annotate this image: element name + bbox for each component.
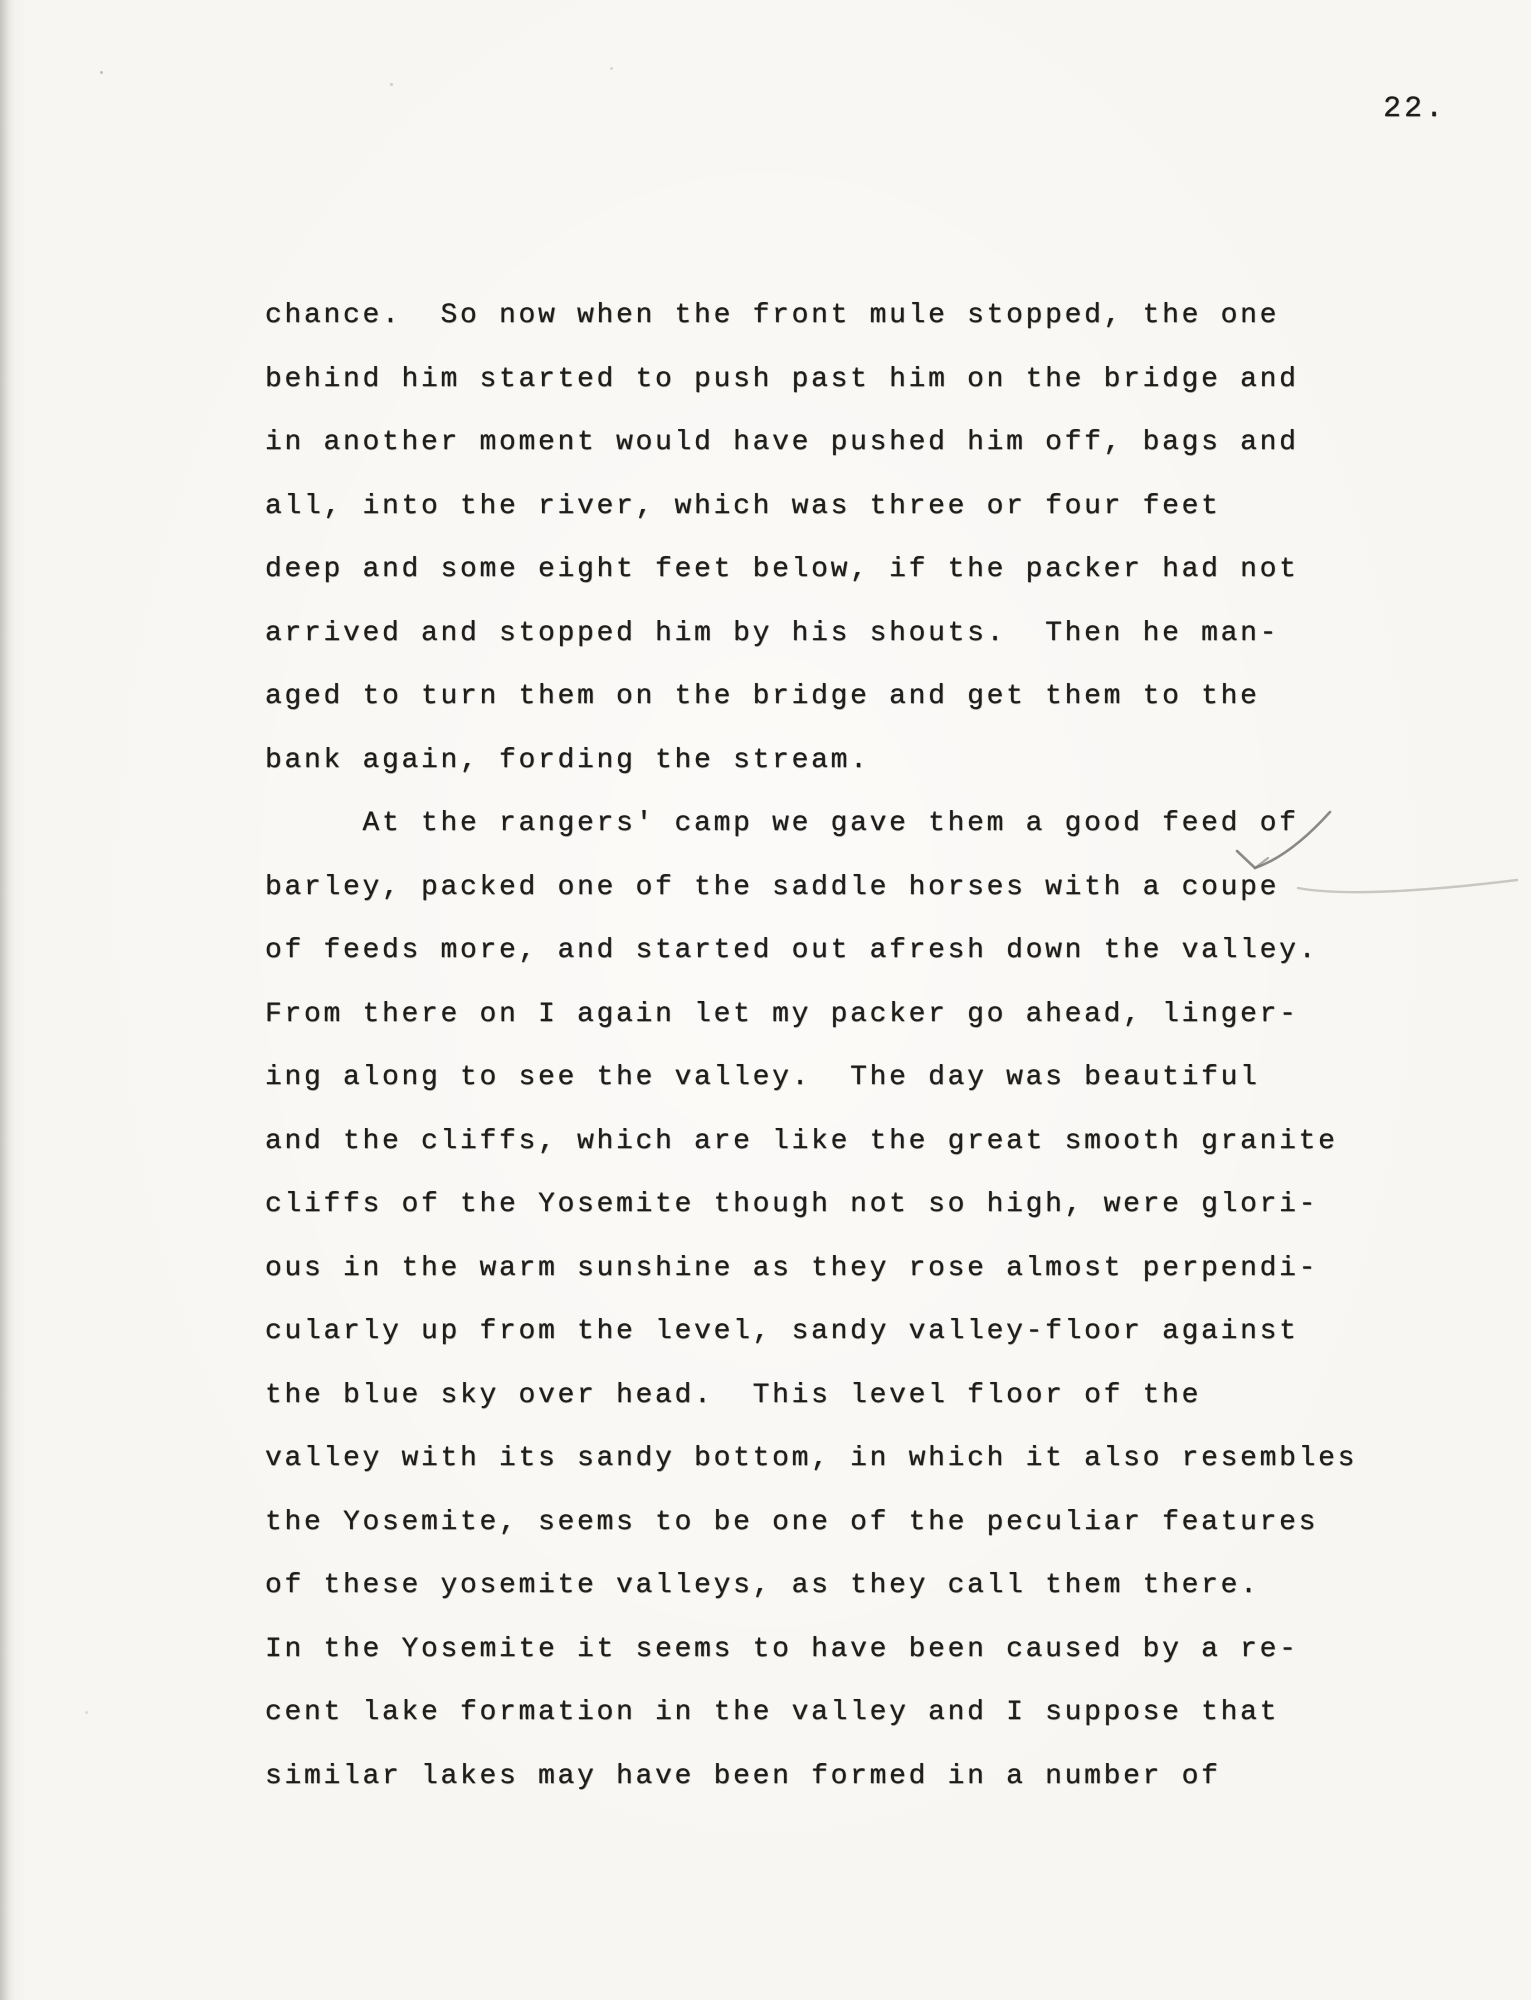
typed-line: all, into the river, which was three or four feet bbox=[265, 490, 1221, 522]
typed-line: the Yosemite, seems to be one of the peculiar features bbox=[265, 1506, 1319, 1538]
typed-line: aged to turn them on the bridge and get them to the bbox=[265, 681, 1260, 712]
typed-line: barley, packed one of the saddle horses with a coupe bbox=[265, 871, 1280, 903]
typed-line: similar lakes may have been formed in a number of bbox=[265, 1760, 1221, 1792]
scan-edge-shadow bbox=[0, 0, 14, 2000]
typed-line: of these yosemite valleys, as they call them there. bbox=[265, 1570, 1260, 1601]
typed-line: In the Yosemite it seems to have been caused by a re- bbox=[265, 1633, 1299, 1665]
typed-line: arrived and stopped him by his shouts. Then he man- bbox=[265, 617, 1280, 649]
typed-line: From there on I again let my packer go ahead, linger- bbox=[265, 998, 1299, 1030]
typed-line: valley with its sandy bottom, in which it also resembles bbox=[265, 1443, 1358, 1474]
typewritten-body bbox=[265, 284, 1445, 1808]
page-number: 22. bbox=[1383, 92, 1447, 126]
typed-line: cularly up from the level, sandy valley-floor against bbox=[265, 1316, 1299, 1347]
typed-line: the blue sky over head. This level floor of the bbox=[265, 1379, 1202, 1411]
typed-line: ous in the warm sunshine as they rose almost perpendi- bbox=[265, 1252, 1319, 1284]
dust-specks bbox=[100, 71, 103, 74]
typed-line: deep and some eight feet below, if the packer had not bbox=[265, 554, 1299, 585]
typed-line: At the rangers' camp we gave them a good feed of bbox=[265, 808, 1299, 839]
typed-line: cent lake formation in the valley and I suppose that bbox=[265, 1697, 1280, 1728]
typed-line: ing along to see the valley. The day was beautiful bbox=[265, 1062, 1260, 1093]
typed-line: in another moment would have pushed him off, bags and bbox=[265, 427, 1299, 458]
typed-line: bank again, fording the stream. bbox=[265, 744, 870, 776]
typed-line: chance. So now when the front mule stopped, the one bbox=[265, 300, 1280, 331]
typed-line: and the cliffs, which are like the great smooth granite bbox=[265, 1125, 1338, 1157]
typed-line: cliffs of the Yosemite though not so high, were glori- bbox=[265, 1189, 1319, 1220]
typed-line: of feeds more, and started out afresh down the valley. bbox=[265, 935, 1319, 966]
typed-line: behind him started to push past him on the bridge and bbox=[265, 363, 1299, 395]
